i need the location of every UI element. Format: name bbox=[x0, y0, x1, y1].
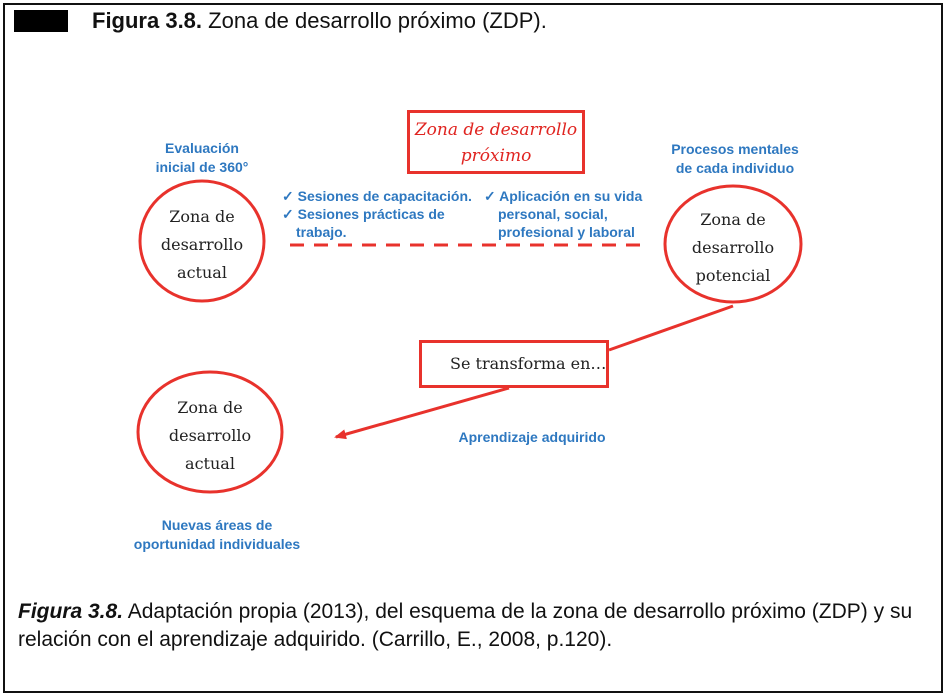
circle-text-line: desarrollo bbox=[168, 426, 252, 445]
label-line: inicial de 360° bbox=[155, 159, 249, 175]
transforma-text: Se transforma en… bbox=[450, 354, 607, 373]
label-aprendizaje: Aprendizaje adquirido bbox=[458, 429, 606, 445]
label-line: personal, social, bbox=[498, 206, 608, 222]
circle-text-line: Zona de bbox=[700, 210, 766, 229]
caption-text: Adaptación propia (2013), del esquema de la zona de desarrollo próximo (ZDP) y su relación con el aprendizaje adquirido. (Carrillo, E., 2008, p.120). bbox=[18, 600, 913, 651]
figure-header-text: Zona de desarrollo próximo (ZDP). bbox=[208, 8, 547, 33]
zdp-box-line-2: próximo bbox=[460, 146, 532, 166]
label-line: Nuevas áreas de bbox=[161, 517, 273, 533]
label-nuevas bbox=[122, 516, 312, 554]
label-procesos bbox=[660, 140, 810, 178]
label-line: oportunidad individuales bbox=[133, 536, 301, 552]
figure-header-label: Figura 3.8. bbox=[92, 8, 203, 33]
circle-potencial-text bbox=[683, 206, 783, 290]
transforma-box bbox=[419, 340, 609, 388]
label-evaluacion bbox=[142, 139, 262, 177]
label-line: ✓ Sesiones prácticas de bbox=[282, 206, 445, 222]
label-line: Evaluación bbox=[165, 140, 239, 156]
circle-text-line: Zona de bbox=[169, 207, 235, 226]
label-line: ✓ Aplicación en su vida bbox=[484, 188, 643, 204]
label-line: trabajo. bbox=[296, 224, 347, 240]
circle-text-line: actual bbox=[185, 454, 235, 473]
circle-text-line: potencial bbox=[695, 266, 771, 285]
connector-potencial-to-box bbox=[609, 306, 733, 350]
caption-label: Figura 3.8. bbox=[18, 600, 124, 623]
label-line: de cada individuo bbox=[675, 160, 795, 176]
label-line: ✓ Sesiones de capacitación. bbox=[282, 188, 472, 204]
label-aplicacion bbox=[484, 187, 642, 241]
zdp-box bbox=[407, 110, 585, 174]
circle-text-line: Zona de bbox=[177, 398, 243, 417]
circle-actual-bottom-text bbox=[160, 394, 260, 478]
circle-text-line: actual bbox=[177, 263, 227, 282]
circle-text-line: desarrollo bbox=[691, 238, 775, 257]
figure-caption bbox=[18, 598, 933, 654]
zdp-box-line-1: Zona de desarrollo bbox=[414, 120, 578, 140]
label-line: Procesos mentales bbox=[671, 141, 799, 157]
circle-actual-top-text bbox=[152, 203, 252, 287]
circle-text-line: desarrollo bbox=[160, 235, 244, 254]
label-line: profesional y laboral bbox=[498, 224, 635, 240]
label-sesiones bbox=[282, 187, 472, 241]
